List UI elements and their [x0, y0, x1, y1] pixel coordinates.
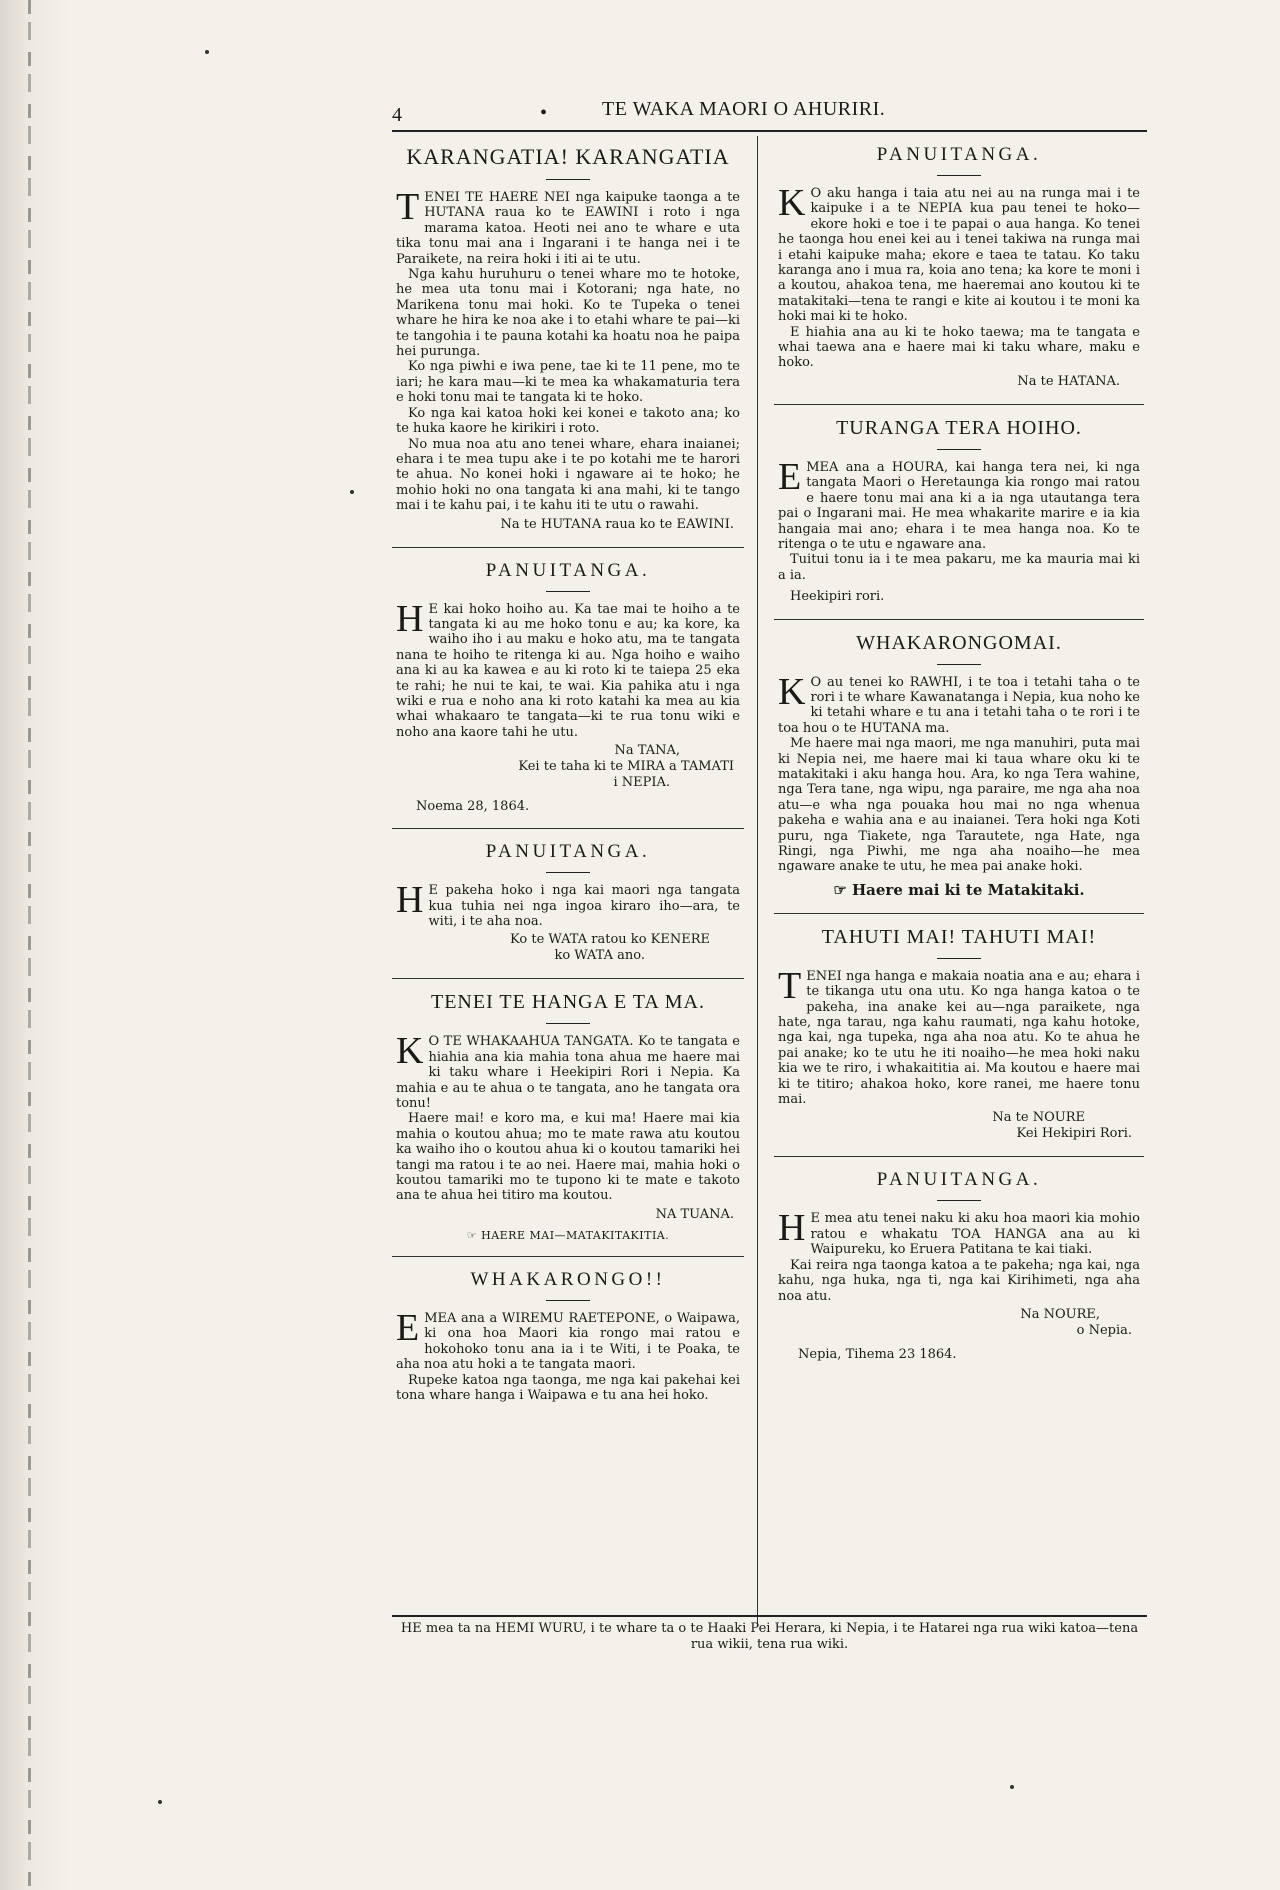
section-rule: [392, 1256, 744, 1257]
title-rule: [546, 1300, 590, 1301]
paragraph: Nga kahu huruhuru o tenei whare mo te hotoke, he mea uta tonu mai i Kotorani; nga hate, no Marikena tonu mai hoki. Ko te Tupeka o tenei whare he hira ke noa ake i to etahi whare te pai—ki te tangohia i te pauna kotahi ka hoatu noa he paipa hei purunga.: [396, 267, 740, 360]
ad-karangatia: [392, 144, 744, 533]
footer-rule: [392, 1615, 1147, 1617]
section-rule: [392, 828, 744, 829]
ad-body: [778, 455, 1140, 605]
drop-cap: T: [778, 964, 802, 1007]
signature-line: i NEPIA.: [613, 775, 670, 791]
drop-cap: H: [778, 1207, 806, 1250]
printer-imprint: HE mea ta na HEMI WURU, i te whare ta o te Haaki Pei Herara, ki Nepia, i te Hatarei nga rua wiki katoa—tena rua wikii, tena rua wiki.: [400, 1621, 1139, 1652]
left-column: [392, 144, 744, 1403]
pointing-hand-notice: ☞ HAERE MAI—MATAKITAKITIA.: [466, 1228, 670, 1242]
title-rule: [937, 958, 981, 959]
paragraph: No mua noa atu ano tenei whare, ehara inaianei; ehara i te mea tupu ake i te po kotahi me te harori te ahua. No konei hoki i ngaware ai te hoko; he mohio hoki no ona tangata ki ana mahi, ki te tango mai i te kahu pai, i te kahu iti te utu o rawahi.: [396, 436, 740, 514]
ad-body: [396, 1306, 740, 1403]
paragraph: O TE WHAKAAHUA TANGATA. Ko te tangata e hiahia ana kia mahia tona ahua me haere mai ki taku whare i Heekipiri Rori i Nepia. Ka mahia e au te ahua o te tangata, ano he tangata ora tonu!: [396, 1034, 740, 1112]
signature: Na te HATANA.: [1017, 373, 1120, 389]
title-rule: [937, 1200, 981, 1201]
paragraph: MEA ana a HOURA, kai hanga tera nei, ki nga tangata Maori o Heretaunga kia rongo mai ratou e haere tonu mai ana ki a ia nga utautanga tera pai o Ingarani mai. He mea whakarite marire e ia kia hangaia mai ano; ehara i te mea hanga noa. Ko te ritenga o te utu e ngaware ana.: [778, 459, 1140, 552]
ad-title: WHAKARONGOMAI.: [856, 631, 1062, 654]
ad-title: PANUITANGA.: [485, 559, 651, 581]
ad-title: TENEI TE HANGA E TA MA.: [431, 991, 705, 1014]
ad-title: PANUITANGA.: [876, 144, 1042, 165]
drop-cap: H: [396, 879, 424, 922]
section-rule: [774, 1156, 1144, 1157]
ad-panuitanga-noure: [774, 1169, 1144, 1361]
paragraph: O au tenei ko RAWHI, i te toa i tetahi taha o te rori i te whare Kawanatanga i Nepia, kua noho ke ki tetahi whare e tu ana i tetahi taha o te rori i te toa hou o te HUTANA ma.: [778, 674, 1140, 736]
ad-date: Noema 28, 1864.: [416, 799, 530, 815]
drop-cap: K: [778, 182, 806, 224]
ad-title: TURANGA TERA HOIHO.: [836, 416, 1082, 439]
title-rule: [937, 664, 981, 665]
ad-title: TAHUTI MAI! TAHUTI MAI!: [821, 925, 1097, 948]
signature-line: o Nepia.: [1076, 1322, 1132, 1338]
paragraph: E kai hoko hoiho au. Ka tae mai te hoiho a te tangata ki au me hoko tonu e au; ka kore, ka waiho iho i au maku e hoko atu, ma te tangata nana te hoiho te ritenga ki au. Nga hoiho e waiho ana ki au ka kawea e au ki roto ki te taiepa 25 eka te rahi; he nui te kai, te wai. Kia pahika atu i nga wiki e rua e noho ana ki roto katahi ka mea au kia whai whakaaro te tangata—ki te rua tonu wiki e noho ana kaore tahi he utu.: [396, 601, 740, 740]
title-rule: [546, 179, 590, 180]
ad-body: [396, 879, 740, 929]
header-separator: •: [540, 102, 548, 124]
ad-whakarongo: [392, 1269, 744, 1403]
drop-cap: T: [396, 186, 420, 228]
title-rule: [546, 591, 590, 592]
ad-title: KARANGATIA! KARANGATIA: [406, 144, 730, 169]
page-header: [392, 92, 1147, 126]
section-rule: [392, 547, 744, 548]
paragraph: E mea atu tenei naku ki aku hoa maori kia mohio ratou e whakatu TOA HANGA ana au ki Waipureku, ko Eruera Patitana te kai tiaki.: [810, 1211, 1140, 1258]
drop-cap: E: [396, 1306, 420, 1349]
column-rule: [757, 136, 758, 1626]
paragraph: Tuitui tonu ia i te mea pakaru, me ka mauria mai ki a ia.: [778, 552, 1140, 583]
ad-body: [778, 1207, 1140, 1304]
section-rule: [774, 913, 1144, 914]
paragraph: MEA ana a WIREMU RAETEPONE, o Waipawa, ki ona hoa Maori kia rongo mai ratou e hokohoko tonu ana ia i te Witi, i te Poaka, te aha noa atu hoki a te tangata maori.: [396, 1310, 740, 1373]
paragraph: E pakeha hoko i nga kai maori nga tangata kua tuhia nei nga ingoa kiraro iho—ara, te witi, i te aha noa.: [428, 883, 740, 929]
ad-tenei-te-hanga: [392, 991, 744, 1241]
page-binding-edge: [0, 0, 70, 1890]
ad-body: [396, 186, 740, 514]
paragraph: Haere mai! e koro ma, e kui ma! Haere mai kia mahia o koutou ahua; mo te mate rawa atu koutou ka waiho iho o koutou ahua ki o koutou tamariki hei tangi ma ratou i te ao nei. Haere mai, mahia hoki o koutou tamariki mo te tupono ki te mate e takoto ana te ahua hei titiro ma koutou.: [396, 1111, 740, 1204]
ad-title: WHAKARONGO!!: [470, 1268, 666, 1290]
ink-fleck: [350, 490, 354, 494]
section-rule: [774, 619, 1144, 620]
section-rule: [392, 978, 744, 979]
signature-line: Kei te taha ki te MIRA a TAMATI: [518, 759, 734, 775]
signature: Na te NOURE: [992, 1110, 1085, 1126]
ad-title: PANUITANGA.: [485, 841, 651, 863]
paragraph: Kai reira nga taonga katoa a te pakeha; nga kai, nga kahu, nga huka, nga ti, nga kai Kirihimeti, nga aha noa atu.: [778, 1257, 1140, 1304]
ad-panuitanga-pakeha: [392, 841, 744, 964]
title-rule: [937, 175, 981, 176]
paragraph: Ko nga piwhi e iwa pene, tae ki te 11 pene, mo te iari; he kara mau—ki te mea ka whakamaturia tera e hoki tonu mai te tangata ki te hoko.: [396, 359, 740, 406]
signature: Na TANA,: [614, 743, 680, 759]
signature: Na te HUTANA raua ko te EAWINI.: [500, 516, 734, 532]
ad-whakarongomai: [774, 632, 1144, 899]
paragraph: Heekipiri rori.: [790, 589, 885, 605]
ad-panuitanga-hatana: [774, 144, 1144, 390]
ink-fleck: [1010, 1785, 1014, 1789]
paragraph: O aku hanga i taia atu nei au na runga mai i te kaipuke i a te NEPIA kua pau tenei te hoko—ekore hoki e toe i te papai o aua hanga. Ko tenei he taonga hou enei kei au i tenei takiwa na runga mai i etahi kaipuke maha; ekore e taea te tatau. Ko taku karanga ano i mua ra, koia ano tena; ka kore te moni i a koutou, ahakoa tena, me haeremai ano koutou ki te matakitaki—tena te rangi e kite ai koutou i te moni ka hoki mai ki te hoko.: [778, 186, 1140, 325]
ad-title: PANUITANGA.: [876, 1169, 1042, 1191]
title-rule: [546, 872, 590, 873]
pointing-hand-notice: ☞ Haere mai ki te Matakitaki.: [833, 880, 1085, 899]
drop-cap: K: [396, 1030, 424, 1073]
drop-cap: E: [778, 455, 802, 498]
newspaper-page: [392, 92, 1152, 1652]
ad-body: [778, 670, 1140, 875]
title-rule: [937, 449, 981, 450]
paragraph: Ko nga kai katoa hoki kei konei e takoto ana; ko te huka kaore he kirikiri i roto.: [396, 405, 740, 437]
ad-panuitanga-hoiho: [392, 560, 744, 815]
paragraph: Me haere mai nga maori, me nga manuhiri, puta mai ki Nepia nei, me haere mai ki taua whare oku ki te matakitaki i aku hanga hou. Ara, ko nga Tera wahine, nga Tera tane, nga wipu, nga paraire, me nga aha noa atu—e wha nga pouaka hou mai no nga whenua pakeha e wahia ana e au inaianei. Tera hoki nga Koti puru, nga Tiakete, nga Tarautete, nga Hate, nga Ringi, nga Piwhi, me nga aha noaiho—he mea ngaware anake te utu, he mea pai anake hoki.: [778, 736, 1140, 875]
paragraph: Rupeke katoa nga taonga, me nga kai pakehai kei tona whare hanga i Waipawa e tu ana hei hoko.: [396, 1372, 740, 1403]
right-column: [774, 144, 1144, 1362]
drop-cap: H: [396, 597, 424, 640]
ink-fleck: [205, 50, 209, 54]
ink-fleck: [158, 1800, 162, 1804]
paragraph: ENEI TE HAERE NEI nga kaipuke taonga a te HUTANA raua ko te EAWINI i roto i nga marama katoa. Heoti nei ano te whare e uta tika tonu mai ana i Ingarani i te hanga nei i te Paraikete, na reira hoki i iti ai te utu.: [396, 190, 740, 267]
signature: Ko te WATA ratou ko KENERE: [510, 932, 710, 948]
page-number: 4: [392, 104, 403, 126]
ad-body: [778, 182, 1140, 371]
drop-cap: K: [778, 670, 806, 713]
ad-turanga-tera-hoiho: [774, 417, 1144, 605]
newspaper-title: TE WAKA MAORI O AHURIRI.: [602, 98, 886, 120]
signature-line: ko WATA ano.: [554, 948, 645, 964]
signature: NA TUANA.: [655, 1206, 734, 1222]
title-rule: [546, 1023, 590, 1024]
ad-tahuti-mai: [774, 926, 1144, 1143]
paragraph: ENEI nga hanga e makaia noatia ana e au; ehara i te tikanga utu ona utu. Ko nga hanga katoa o te pakeha, ina anake kei au—nga paraikete, nga hate, nga tarau, nga kahu raumati, nga kahu hotoke, nga kai, nga tupeka, nga aha noa atu. Ko te ahua he pai anake; ko te utu he iti noaiho—he mea hoki naku kia we te riro, i whakaititia ai. Ma koutou e haere mai ki te titiro; ahakoa hoko, kore ranei, me haere tonu mai.: [778, 968, 1140, 1108]
section-rule: [774, 404, 1144, 405]
signature: Na NOURE,: [1020, 1306, 1100, 1322]
paragraph: E hiahia ana au ki te hoko taewa; ma te tangata e whai taewa ana e haere mai ki taku whare, maku e hoko.: [778, 324, 1140, 371]
ad-body: [396, 1030, 740, 1204]
ad-body: [778, 964, 1140, 1108]
ad-body: [396, 597, 740, 741]
ad-date: Nepia, Tihema 23 1864.: [798, 1346, 957, 1362]
signature-line: Kei Hekipiri Rori.: [1016, 1126, 1132, 1142]
header-rule: [392, 130, 1147, 132]
